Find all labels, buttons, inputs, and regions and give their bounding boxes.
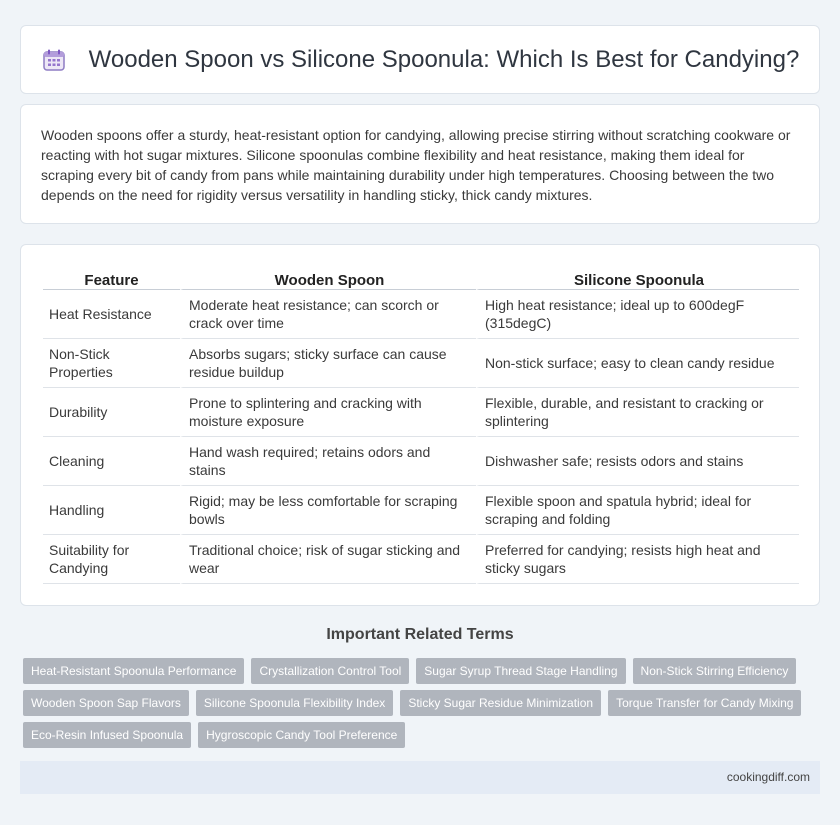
comparison-table-card: [20, 244, 820, 606]
related-terms-tags: [23, 658, 823, 748]
table-row: [43, 290, 799, 339]
related-term-tag[interactable]: Wooden Spoon Sap Flavors: [23, 690, 189, 716]
header-silicone-spoonula: Silicone Spoonula: [476, 268, 799, 290]
related-term-tag[interactable]: Heat-Resistant Spoonula Performance: [23, 658, 244, 684]
wooden-cell: Rigid; may be less comfortable for scraping bowls: [180, 486, 476, 535]
related-term-tag[interactable]: Torque Transfer for Candy Mixing: [608, 690, 801, 716]
table-header-row: [43, 268, 799, 290]
feature-cell: Durability: [43, 388, 180, 437]
header-card: [20, 25, 820, 94]
related-term-tag[interactable]: Crystallization Control Tool: [251, 658, 409, 684]
feature-cell: Non-Stick Properties: [43, 339, 180, 388]
wooden-cell: Prone to splintering and cracking with moisture exposure: [180, 388, 476, 437]
related-term-tag[interactable]: Eco-Resin Infused Spoonula: [23, 722, 191, 748]
intro-text: Wooden spoons offer a sturdy, heat-resistant option for candying, allowing precise stirring without scratching cookware or reacting with hot sugar mixtures. Silicone spoonulas combine flexibility and heat resistance, making them ideal for scraping every bit of candy from pans while maintaining durability under high temperatures. Choosing between the two depends on the need for rigidity versus versatility in handling sticky, thick candy mixtures.: [41, 127, 791, 203]
related-term-tag[interactable]: Non-Stick Stirring Efficiency: [633, 658, 797, 684]
related-term-tag[interactable]: Sugar Syrup Thread Stage Handling: [416, 658, 625, 684]
footer-site-link[interactable]: cookingdiff.com: [726, 770, 810, 784]
comparison-table: [43, 268, 799, 584]
calendar-icon: [41, 47, 67, 73]
header-wooden-spoon: Wooden Spoon: [180, 268, 476, 290]
silicone-cell: Preferred for candying; resists high heat and sticky sugars: [476, 535, 799, 584]
related-term-tag[interactable]: Silicone Spoonula Flexibility Index: [196, 690, 393, 716]
feature-cell: Heat Resistance: [43, 290, 180, 339]
title-wrap: [41, 46, 800, 74]
wooden-cell: Hand wash required; retains odors and stains: [180, 437, 476, 486]
header-feature: Feature: [43, 268, 180, 290]
table-row: [43, 339, 799, 388]
table-row: [43, 388, 799, 437]
wooden-cell: Traditional choice; risk of sugar sticking and wear: [180, 535, 476, 584]
silicone-cell: Non-stick surface; easy to clean candy residue: [476, 339, 799, 388]
wooden-cell: Absorbs sugars; sticky surface can cause residue buildup: [180, 339, 476, 388]
table-row: [43, 437, 799, 486]
feature-cell: Handling: [43, 486, 180, 535]
footer: [20, 761, 820, 794]
feature-cell: Cleaning: [43, 437, 180, 486]
related-terms-title: Important Related Terms: [326, 626, 514, 643]
silicone-cell: Flexible, durable, and resistant to cracking or splintering: [476, 388, 799, 437]
silicone-cell: Flexible spoon and spatula hybrid; ideal for scraping and folding: [476, 486, 799, 535]
related-term-tag[interactable]: Sticky Sugar Residue Minimization: [400, 690, 601, 716]
related-term-tag[interactable]: Hygroscopic Candy Tool Preference: [198, 722, 405, 748]
table-row: [43, 486, 799, 535]
table-row: [43, 535, 799, 584]
wooden-cell: Moderate heat resistance; can scorch or crack over time: [180, 290, 476, 339]
page-title: Wooden Spoon vs Silicone Spoonula: Which Is Best for Candying?: [88, 45, 800, 73]
feature-cell: Suitability for Candying: [43, 535, 180, 584]
silicone-cell: High heat resistance; ideal up to 600degF (315degC): [476, 290, 799, 339]
silicone-cell: Dishwasher safe; resists odors and stains: [476, 437, 799, 486]
intro-card: [20, 104, 820, 224]
